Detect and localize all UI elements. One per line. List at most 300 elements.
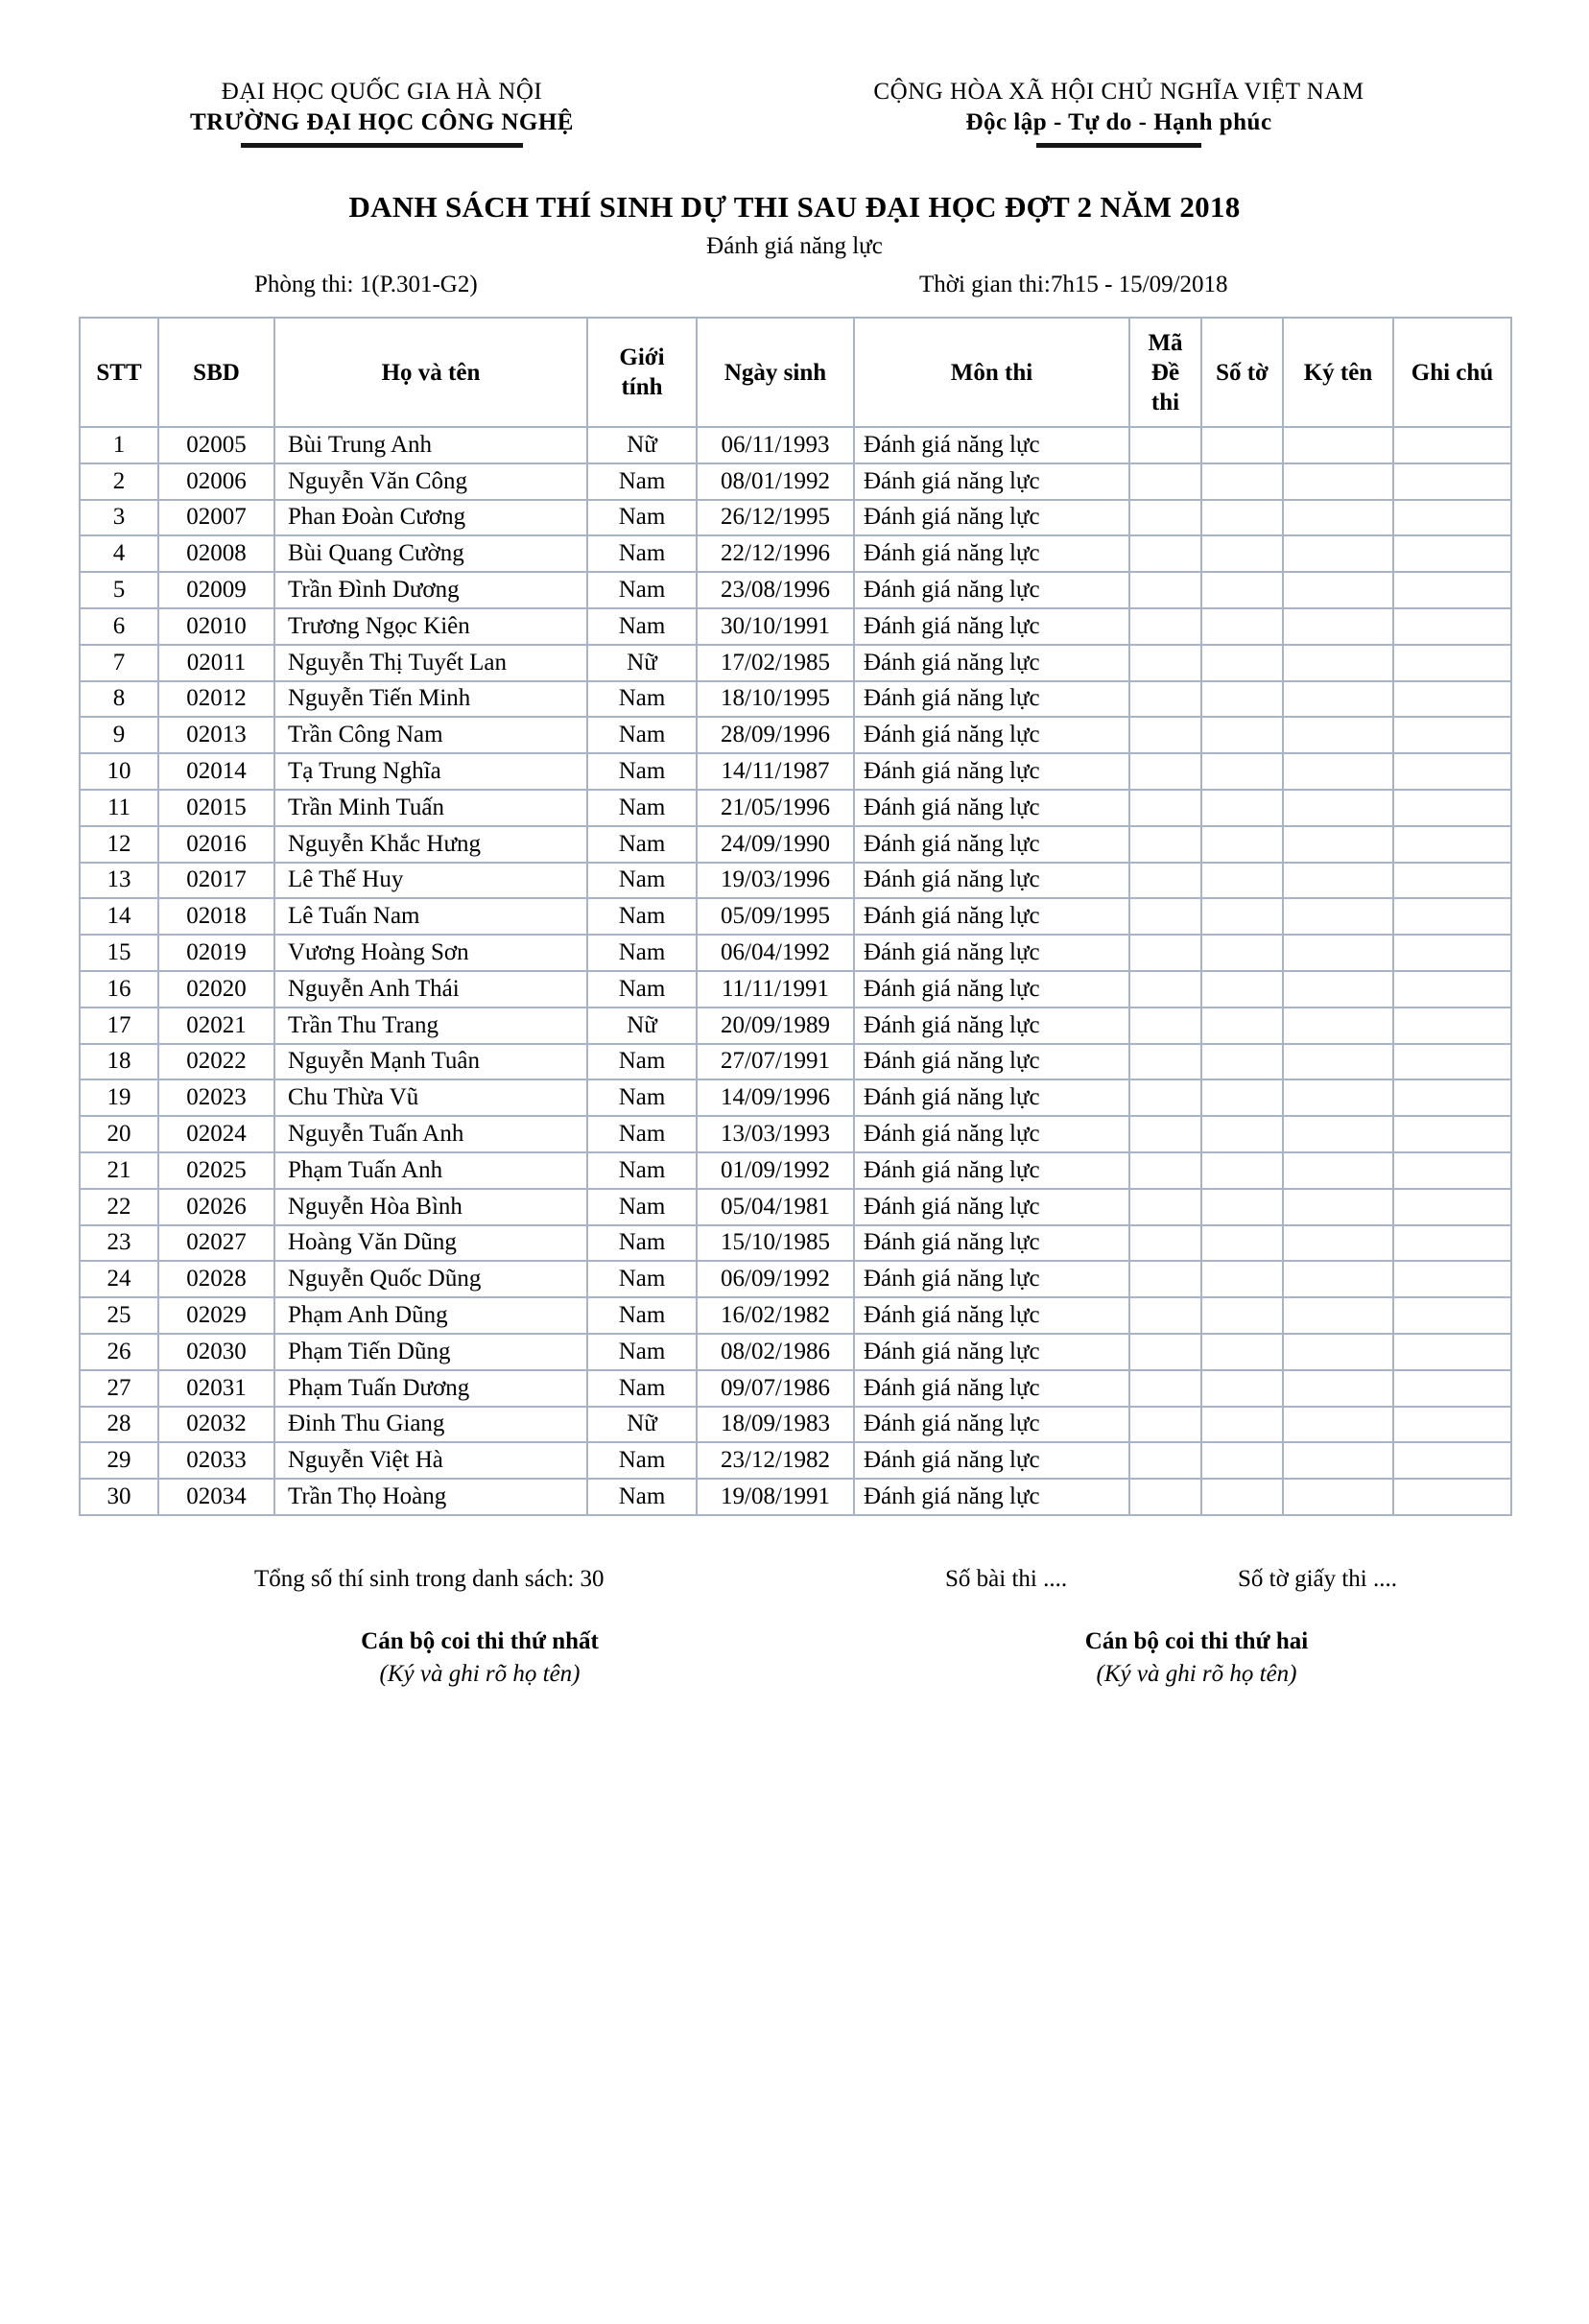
cell-name: Vương Hoàng Sơn — [274, 935, 587, 971]
cell-subject: Đánh giá năng lực — [854, 1334, 1129, 1370]
cell-stt: 13 — [80, 863, 158, 899]
proctor2-signature-block — [971, 1625, 1422, 1691]
cell-note — [1393, 1189, 1511, 1225]
cell-signature — [1283, 717, 1393, 753]
col-exam-code: Mã Đề thi — [1129, 318, 1201, 427]
cell-signature — [1283, 681, 1393, 718]
table-row — [80, 427, 1511, 463]
cell-stt: 9 — [80, 717, 158, 753]
cell-dob: 05/09/1995 — [697, 898, 854, 935]
cell-signature — [1283, 500, 1393, 536]
cell-sbd: 02029 — [158, 1297, 274, 1334]
page-title: DANH SÁCH THÍ SINH DỰ THI SAU ĐẠI HỌC ĐỢT 2 NĂM 2018 — [348, 190, 1241, 224]
cell-name: Nguyễn Mạnh Tuân — [274, 1044, 587, 1080]
cell-dob: 22/12/1996 — [697, 535, 854, 572]
table-row — [80, 1116, 1511, 1152]
cell-exam-code — [1129, 935, 1201, 971]
cell-note — [1393, 1116, 1511, 1152]
cell-sbd: 02014 — [158, 753, 274, 790]
cell-dob: 24/09/1990 — [697, 826, 854, 863]
cell-gender: Nam — [587, 1044, 697, 1080]
national-title: CỘNG HÒA XÃ HỘI CHỦ NGHĨA VIỆT NAM — [873, 79, 1364, 105]
cell-gender: Nam — [587, 790, 697, 826]
table-row — [80, 1152, 1511, 1189]
table-row — [80, 1189, 1511, 1225]
cell-sbd: 02005 — [158, 427, 274, 463]
cell-gender: Nam — [587, 681, 697, 718]
cell-note — [1393, 1152, 1511, 1189]
cell-signature — [1283, 1370, 1393, 1407]
cell-sbd: 02028 — [158, 1261, 274, 1297]
cell-name: Phạm Tuấn Dương — [274, 1370, 587, 1407]
cell-subject: Đánh giá năng lực — [854, 1044, 1129, 1080]
cell-signature — [1283, 608, 1393, 645]
cell-gender: Nam — [587, 1334, 697, 1370]
cell-exam-code — [1129, 971, 1201, 1008]
col-sbd: SBD — [158, 318, 274, 427]
cell-sbd: 02027 — [158, 1225, 274, 1262]
cell-dob: 08/01/1992 — [697, 463, 854, 500]
cell-signature — [1283, 1407, 1393, 1443]
cell-gender: Nam — [587, 1116, 697, 1152]
cell-note — [1393, 1370, 1511, 1407]
cell-note — [1393, 898, 1511, 935]
cell-gender: Nam — [587, 1225, 697, 1262]
cell-dob: 30/10/1991 — [697, 608, 854, 645]
cell-sheet-count — [1201, 1334, 1283, 1370]
cell-sheet-count — [1201, 427, 1283, 463]
col-stt: STT — [80, 318, 158, 427]
cell-dob: 18/10/1995 — [697, 681, 854, 718]
table-row — [80, 608, 1511, 645]
cell-subject: Đánh giá năng lực — [854, 790, 1129, 826]
cell-name: Bùi Trung Anh — [274, 427, 587, 463]
cell-name: Nguyễn Tiến Minh — [274, 681, 587, 718]
cell-gender: Nam — [587, 1479, 697, 1515]
cell-note — [1393, 535, 1511, 572]
cell-dob: 01/09/1992 — [697, 1152, 854, 1189]
table-row — [80, 898, 1511, 935]
cell-name: Lê Tuấn Nam — [274, 898, 587, 935]
cell-note — [1393, 608, 1511, 645]
cell-subject: Đánh giá năng lực — [854, 427, 1129, 463]
table-row — [80, 681, 1511, 718]
exam-papers-label: Số bài thi .... — [945, 1565, 1068, 1592]
cell-name: Trương Ngọc Kiên — [274, 608, 587, 645]
cell-signature — [1283, 1479, 1393, 1515]
cell-signature — [1283, 1261, 1393, 1297]
cell-note — [1393, 1297, 1511, 1334]
cell-dob: 11/11/1991 — [697, 971, 854, 1008]
cell-stt: 24 — [80, 1261, 158, 1297]
cell-exam-code — [1129, 790, 1201, 826]
cell-exam-code — [1129, 717, 1201, 753]
document-header — [0, 77, 1589, 148]
cell-gender: Nam — [587, 1297, 697, 1334]
cell-stt: 8 — [80, 681, 158, 718]
cell-signature — [1283, 463, 1393, 500]
cell-subject: Đánh giá năng lực — [854, 826, 1129, 863]
cell-gender: Nam — [587, 1370, 697, 1407]
col-dob: Ngày sinh — [697, 318, 854, 427]
cell-note — [1393, 572, 1511, 608]
cell-name: Trần Thọ Hoàng — [274, 1479, 587, 1515]
cell-dob: 18/09/1983 — [697, 1407, 854, 1443]
cell-note — [1393, 681, 1511, 718]
cell-exam-code — [1129, 1008, 1201, 1044]
cell-sbd: 02020 — [158, 971, 274, 1008]
table-row — [80, 1334, 1511, 1370]
cell-dob: 19/03/1996 — [697, 863, 854, 899]
cell-stt: 10 — [80, 753, 158, 790]
cell-sbd: 02016 — [158, 826, 274, 863]
cell-stt: 27 — [80, 1370, 158, 1407]
cell-signature — [1283, 1152, 1393, 1189]
cell-exam-code — [1129, 1334, 1201, 1370]
cell-subject: Đánh giá năng lực — [854, 1225, 1129, 1262]
cell-exam-code — [1129, 898, 1201, 935]
proctor1-signature-block — [254, 1625, 705, 1691]
cell-sheet-count — [1201, 717, 1283, 753]
cell-subject: Đánh giá năng lực — [854, 1116, 1129, 1152]
cell-stt: 20 — [80, 1116, 158, 1152]
cell-signature — [1283, 1189, 1393, 1225]
cell-stt: 19 — [80, 1079, 158, 1116]
cell-signature — [1283, 898, 1393, 935]
cell-stt: 26 — [80, 1334, 158, 1370]
cell-subject: Đánh giá năng lực — [854, 1008, 1129, 1044]
candidate-table-body — [80, 427, 1511, 1515]
cell-name: Tạ Trung Nghĩa — [274, 753, 587, 790]
cell-dob: 26/12/1995 — [697, 500, 854, 536]
cell-signature — [1283, 645, 1393, 681]
cell-gender: Nam — [587, 826, 697, 863]
cell-subject: Đánh giá năng lực — [854, 608, 1129, 645]
cell-stt: 2 — [80, 463, 158, 500]
cell-stt: 4 — [80, 535, 158, 572]
page-subtitle: Đánh giá năng lực — [706, 233, 883, 259]
table-row — [80, 790, 1511, 826]
table-row — [80, 463, 1511, 500]
cell-gender: Nam — [587, 535, 697, 572]
cell-signature — [1283, 1044, 1393, 1080]
cell-name: Lê Thế Huy — [274, 863, 587, 899]
cell-stt: 12 — [80, 826, 158, 863]
cell-exam-code — [1129, 535, 1201, 572]
cell-subject: Đánh giá năng lực — [854, 681, 1129, 718]
cell-gender: Nam — [587, 1152, 697, 1189]
cell-exam-code — [1129, 1442, 1201, 1479]
cell-subject: Đánh giá năng lực — [854, 535, 1129, 572]
cell-sbd: 02030 — [158, 1334, 274, 1370]
cell-sheet-count — [1201, 1116, 1283, 1152]
cell-dob: 15/10/1985 — [697, 1225, 854, 1262]
cell-sheet-count — [1201, 971, 1283, 1008]
cell-name: Nguyễn Tuấn Anh — [274, 1116, 587, 1152]
cell-stt: 16 — [80, 971, 158, 1008]
cell-name: Nguyễn Văn Công — [274, 463, 587, 500]
cell-sbd: 02015 — [158, 790, 274, 826]
cell-subject: Đánh giá năng lực — [854, 898, 1129, 935]
cell-gender: Nam — [587, 1261, 697, 1297]
cell-note — [1393, 971, 1511, 1008]
cell-signature — [1283, 427, 1393, 463]
cell-subject: Đánh giá năng lực — [854, 463, 1129, 500]
cell-stt: 6 — [80, 608, 158, 645]
cell-signature — [1283, 826, 1393, 863]
table-row — [80, 500, 1511, 536]
cell-sbd: 02013 — [158, 717, 274, 753]
cell-signature — [1283, 572, 1393, 608]
cell-dob: 16/02/1982 — [697, 1297, 854, 1334]
cell-exam-code — [1129, 1261, 1201, 1297]
cell-sheet-count — [1201, 1044, 1283, 1080]
cell-signature — [1283, 1008, 1393, 1044]
cell-gender: Nam — [587, 1079, 697, 1116]
cell-sbd: 02010 — [158, 608, 274, 645]
cell-gender: Nữ — [587, 645, 697, 681]
cell-dob: 09/07/1986 — [697, 1370, 854, 1407]
table-row — [80, 1008, 1511, 1044]
cell-stt: 29 — [80, 1442, 158, 1479]
cell-note — [1393, 427, 1511, 463]
national-motto-block — [812, 77, 1426, 148]
cell-sbd: 02022 — [158, 1044, 274, 1080]
cell-stt: 1 — [80, 427, 158, 463]
cell-dob: 28/09/1996 — [697, 717, 854, 753]
cell-stt: 22 — [80, 1189, 158, 1225]
cell-subject: Đánh giá năng lực — [854, 753, 1129, 790]
cell-sheet-count — [1201, 826, 1283, 863]
cell-sheet-count — [1201, 1079, 1283, 1116]
cell-sbd: 02031 — [158, 1370, 274, 1407]
cell-exam-code — [1129, 1116, 1201, 1152]
cell-subject: Đánh giá năng lực — [854, 1152, 1129, 1189]
table-row — [80, 1370, 1511, 1407]
cell-signature — [1283, 1225, 1393, 1262]
table-row — [80, 1079, 1511, 1116]
cell-subject: Đánh giá năng lực — [854, 863, 1129, 899]
cell-subject: Đánh giá năng lực — [854, 1079, 1129, 1116]
cell-note — [1393, 826, 1511, 863]
cell-dob: 06/11/1993 — [697, 427, 854, 463]
cell-sheet-count — [1201, 863, 1283, 899]
cell-sheet-count — [1201, 572, 1283, 608]
table-row — [80, 1442, 1511, 1479]
signature-row — [0, 1625, 1589, 1741]
cell-note — [1393, 463, 1511, 500]
cell-exam-code — [1129, 1044, 1201, 1080]
cell-sheet-count — [1201, 1407, 1283, 1443]
org-underline — [241, 143, 523, 148]
table-row — [80, 645, 1511, 681]
cell-exam-code — [1129, 572, 1201, 608]
exam-room: Phòng thi: 1(P.301-G2) — [254, 272, 478, 297]
cell-sheet-count — [1201, 500, 1283, 536]
cell-sheet-count — [1201, 535, 1283, 572]
cell-note — [1393, 1442, 1511, 1479]
cell-gender: Nam — [587, 463, 697, 500]
cell-sheet-count — [1201, 753, 1283, 790]
cell-exam-code — [1129, 1189, 1201, 1225]
cell-note — [1393, 1008, 1511, 1044]
cell-stt: 21 — [80, 1152, 158, 1189]
cell-dob: 23/12/1982 — [697, 1442, 854, 1479]
cell-note — [1393, 935, 1511, 971]
cell-exam-code — [1129, 1407, 1201, 1443]
cell-note — [1393, 1079, 1511, 1116]
cell-note — [1393, 1407, 1511, 1443]
table-row — [80, 717, 1511, 753]
cell-note — [1393, 717, 1511, 753]
cell-subject: Đánh giá năng lực — [854, 1297, 1129, 1334]
cell-stt: 17 — [80, 1008, 158, 1044]
col-subject: Môn thi — [854, 318, 1129, 427]
cell-gender: Nam — [587, 717, 697, 753]
cell-sheet-count — [1201, 1479, 1283, 1515]
cell-sbd: 02034 — [158, 1479, 274, 1515]
cell-subject: Đánh giá năng lực — [854, 572, 1129, 608]
cell-name: Nguyễn Việt Hà — [274, 1442, 587, 1479]
cell-sheet-count — [1201, 1297, 1283, 1334]
proctor1-title: Cán bộ coi thi thứ nhất — [361, 1627, 599, 1654]
table-header-row — [80, 318, 1511, 427]
cell-gender: Nam — [587, 971, 697, 1008]
cell-gender: Nữ — [587, 427, 697, 463]
cell-stt: 18 — [80, 1044, 158, 1080]
cell-sheet-count — [1201, 898, 1283, 935]
cell-sheet-count — [1201, 1442, 1283, 1479]
cell-signature — [1283, 1116, 1393, 1152]
cell-sbd: 02021 — [158, 1008, 274, 1044]
cell-signature — [1283, 535, 1393, 572]
cell-sbd: 02026 — [158, 1189, 274, 1225]
table-row — [80, 1044, 1511, 1080]
cell-note — [1393, 645, 1511, 681]
cell-note — [1393, 1334, 1511, 1370]
cell-subject: Đánh giá năng lực — [854, 1442, 1129, 1479]
cell-stt: 7 — [80, 645, 158, 681]
cell-subject: Đánh giá năng lực — [854, 1407, 1129, 1443]
cell-sheet-count — [1201, 1370, 1283, 1407]
cell-name: Hoàng Văn Dũng — [274, 1225, 587, 1262]
col-gender: Giới tính — [587, 318, 697, 427]
cell-sbd: 02011 — [158, 645, 274, 681]
national-motto: Độc lập - Tự do - Hạnh phúc — [965, 109, 1272, 135]
cell-stt: 5 — [80, 572, 158, 608]
cell-exam-code — [1129, 753, 1201, 790]
total-candidates-label: Tổng số thí sinh trong danh sách: 30 — [254, 1565, 605, 1592]
cell-subject: Đánh giá năng lực — [854, 1370, 1129, 1407]
cell-stt: 15 — [80, 935, 158, 971]
cell-exam-code — [1129, 427, 1201, 463]
cell-name: Trần Minh Tuấn — [274, 790, 587, 826]
cell-sbd: 02033 — [158, 1442, 274, 1479]
cell-sbd: 02023 — [158, 1079, 274, 1116]
cell-gender: Nam — [587, 1442, 697, 1479]
cell-subject: Đánh giá năng lực — [854, 971, 1129, 1008]
cell-signature — [1283, 863, 1393, 899]
cell-sheet-count — [1201, 935, 1283, 971]
cell-sheet-count — [1201, 1152, 1283, 1189]
table-row — [80, 1225, 1511, 1262]
cell-dob: 20/09/1989 — [697, 1008, 854, 1044]
cell-exam-code — [1129, 826, 1201, 863]
cell-name: Nguyễn Hòa Bình — [274, 1189, 587, 1225]
cell-gender: Nam — [587, 898, 697, 935]
cell-dob: 19/08/1991 — [697, 1479, 854, 1515]
cell-exam-code — [1129, 645, 1201, 681]
col-note: Ghi chú — [1393, 318, 1511, 427]
cell-gender: Nam — [587, 863, 697, 899]
cell-gender: Nam — [587, 572, 697, 608]
table-row — [80, 753, 1511, 790]
table-row — [80, 826, 1511, 863]
summary-row — [0, 1566, 1589, 1602]
exam-info-row — [0, 272, 1589, 306]
cell-note — [1393, 863, 1511, 899]
cell-sheet-count — [1201, 1008, 1283, 1044]
cell-signature — [1283, 1297, 1393, 1334]
cell-name: Bùi Quang Cường — [274, 535, 587, 572]
cell-gender: Nữ — [587, 1407, 697, 1443]
cell-sbd: 02024 — [158, 1116, 274, 1152]
table-row — [80, 535, 1511, 572]
cell-sbd: 02017 — [158, 863, 274, 899]
cell-sbd: 02025 — [158, 1152, 274, 1189]
cell-stt: 23 — [80, 1225, 158, 1262]
cell-exam-code — [1129, 1152, 1201, 1189]
cell-name: Phạm Anh Dũng — [274, 1297, 587, 1334]
cell-name: Chu Thừa Vũ — [274, 1079, 587, 1116]
cell-exam-code — [1129, 1479, 1201, 1515]
table-row — [80, 1407, 1511, 1443]
table-row — [80, 935, 1511, 971]
cell-subject: Đánh giá năng lực — [854, 1261, 1129, 1297]
cell-stt: 3 — [80, 500, 158, 536]
cell-dob: 21/05/1996 — [697, 790, 854, 826]
cell-note — [1393, 1225, 1511, 1262]
exam-sheets-label: Số tờ giấy thi .... — [1238, 1565, 1398, 1592]
cell-stt: 25 — [80, 1297, 158, 1334]
proctor2-note: (Ký và ghi rõ họ tên) — [1096, 1660, 1297, 1687]
col-name: Họ và tên — [274, 318, 587, 427]
cell-gender: Nữ — [587, 1008, 697, 1044]
cell-name: Phan Đoàn Cương — [274, 500, 587, 536]
cell-exam-code — [1129, 863, 1201, 899]
cell-gender: Nam — [587, 1189, 697, 1225]
cell-subject: Đánh giá năng lực — [854, 935, 1129, 971]
cell-stt: 14 — [80, 898, 158, 935]
cell-dob: 06/04/1992 — [697, 935, 854, 971]
cell-signature — [1283, 935, 1393, 971]
cell-dob: 14/11/1987 — [697, 753, 854, 790]
cell-sbd: 02019 — [158, 935, 274, 971]
cell-dob: 14/09/1996 — [697, 1079, 854, 1116]
cell-subject: Đánh giá năng lực — [854, 1479, 1129, 1515]
cell-exam-code — [1129, 463, 1201, 500]
cell-dob: 08/02/1986 — [697, 1334, 854, 1370]
cell-sheet-count — [1201, 645, 1283, 681]
cell-subject: Đánh giá năng lực — [854, 500, 1129, 536]
organization-block — [132, 77, 631, 148]
col-signature: Ký tên — [1283, 318, 1393, 427]
cell-signature — [1283, 790, 1393, 826]
cell-dob: 27/07/1991 — [697, 1044, 854, 1080]
cell-name: Nguyễn Quốc Dũng — [274, 1261, 587, 1297]
cell-exam-code — [1129, 500, 1201, 536]
cell-sheet-count — [1201, 790, 1283, 826]
